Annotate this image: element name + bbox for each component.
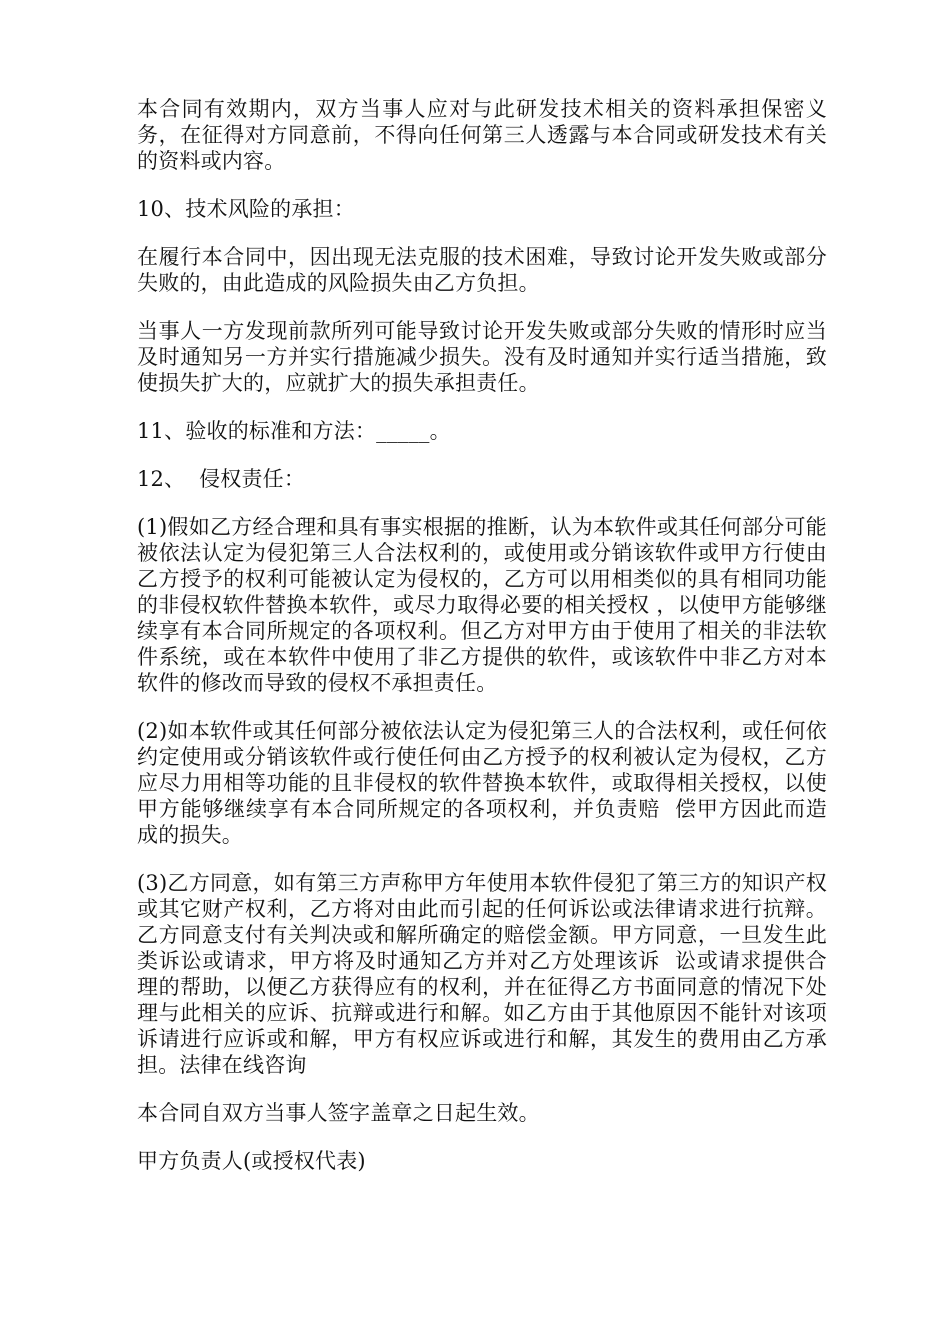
section-12-heading: 12、 侵权责任： (137, 467, 306, 491)
confidentiality-paragraph: 本合同有效期内，双方当事人应对与此研发技术相关的资料承担保密义务，在征得对方同意前，不得向任何第三人透露与本合同或研发技术有关的资料或内容。 (137, 97, 827, 173)
section-10-heading: 10、技术风险的承担： (137, 197, 355, 221)
technical-risk-paragraph: 在履行本合同中，因出现无法克服的技术困难，导致讨论开发失败或部分失败的，由此造成的风险损失由乙方负担。 (137, 245, 827, 295)
party-a-signatory: 甲方负责人(或授权代表) (137, 1149, 366, 1173)
document-page (137, 96, 827, 1196)
infringement-clause-3: (3)乙方同意，如有第三方声称甲方年使用本软件侵犯了第三方的知识产权或其它财产权利，乙方将对由此而引起的任何诉讼或法律请求进行抗辩。乙方同意支付有关判决或和解所确定的赔偿金额。甲方同意，一旦发生此类诉讼或请求，甲方将及时通知乙方并对乙方处理该诉 讼或请求提供合理的帮助，以便乙方获得应有的权利，并在征得乙方书面同意的情况下处理与此相关的应诉、抗辩或进行和解。如乙方由于其他原因不能针对该项诉请进行应诉或和解，甲方有权应诉或进行和解，其发生的费用由乙方承担。法律在线咨询 (137, 871, 827, 1077)
effective-date-paragraph: 本合同自双方当事人签字盖章之日起生效。 (137, 1101, 540, 1125)
infringement-clause-1: (1)假如乙方经合理和具有事实根据的推断，认为本软件或其任何部分可能被依法认定为侵犯第三人合法权利的，或使用或分销该软件或甲方行使由乙方授予的权利可能被认定为侵权的，乙方可以用相类似的具有相同功能的非侵权软件替换本软件，或尽力取得必要的相关授权 ，以使甲方能够继续享有本合同所规定的各项权利。但乙方对甲方由于使用了相关的非法软件系统，或在本软件中使用了非乙方提供的软件，或该软件中非乙方对本软件的修改而导致的侵权不承担责任。 (137, 515, 827, 695)
infringement-clause-2: (2)如本软件或其任何部分被依法认定为侵犯第三人的合法权利，或任何依约定使用或分销该软件或行使任何由乙方授予的权利被认定为侵权，乙方应尽力用相等功能的且非侵权的软件替换本软件，或取得相关授权，以使甲方能够继续享有本合同所规定的各项权利，并负责赔 偿甲方因此而造成的损失。 (137, 719, 827, 847)
section-11-heading: 11、验收的标准和方法：_____。 (137, 419, 451, 443)
notification-paragraph: 当事人一方发现前款所列可能导致讨论开发失败或部分失败的情形时应当及时通知另一方并实行措施减少损失。没有及时通知并实行适当措施，致使损失扩大的，应就扩大的损失承担责任。 (137, 319, 827, 395)
